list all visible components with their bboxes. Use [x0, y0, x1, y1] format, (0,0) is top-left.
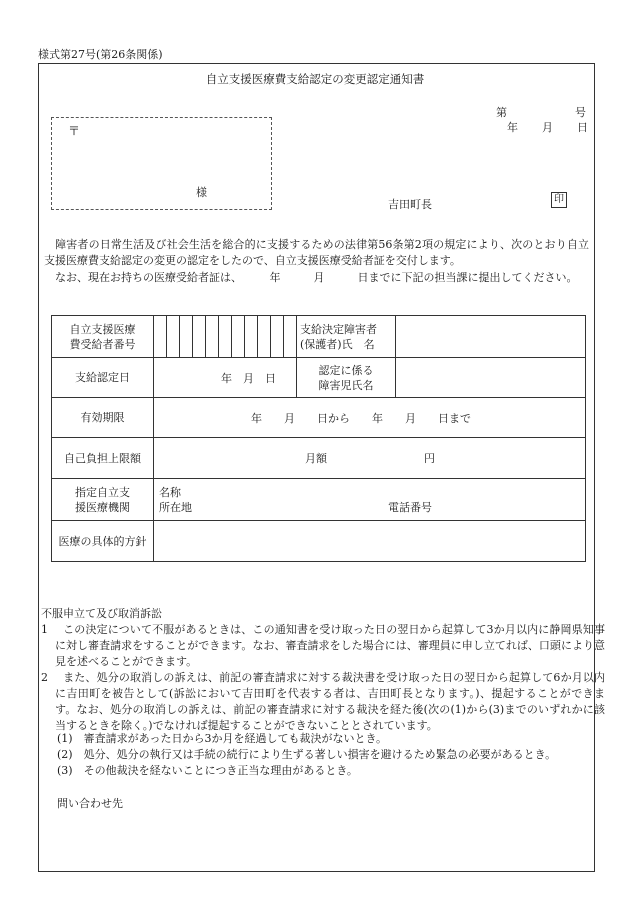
- guardian-name-field[interactable]: [396, 316, 586, 358]
- seal-stamp: 印: [551, 192, 567, 208]
- certification-table: [51, 315, 586, 562]
- digit-cell[interactable]: [206, 316, 219, 358]
- appeal-item-2: 2 また、処分の取消しの訴えは、前記の審査請求に対する裁決書を受け取った日の翌日から起算して6か月以内に吉田町を被告として(訴訟において吉田町を代表する者は、吉田町長となります。)、提起することができます。なお、処分の取消しの訴えは、前記の審査請求に対する裁決を経た後(次の(1)から(3)までのいずれかに該当するときを除く。)でなければ提起することができないこととされています。: [41, 671, 605, 732]
- table-row: [52, 398, 586, 438]
- yen-label: 円: [424, 452, 435, 465]
- validity-period-label: 有効期限: [52, 398, 154, 438]
- document-number-line: [496, 104, 586, 120]
- postal-mark: 〒: [68, 124, 81, 138]
- table-row: [52, 521, 586, 562]
- copay-limit-field[interactable]: [154, 438, 586, 479]
- appeal-sub-2: (2) 処分、処分の執行又は手続の続行により生ずる著しい損害を避けるため緊急の必要があるとき。: [57, 748, 557, 761]
- recipient-number-label: 自立支援医療 費受給者番号: [52, 316, 154, 358]
- intro-note: なお、現在お持ちの医療受給者証は、 年 月 日までに下記の担当課に提出してください。: [55, 271, 578, 284]
- certification-date-field[interactable]: 年 月 日: [154, 358, 297, 398]
- digit-cell[interactable]: [180, 316, 193, 358]
- honorific-sama: 様: [196, 186, 207, 199]
- table-row: [52, 316, 586, 358]
- digit-cell[interactable]: [271, 316, 284, 358]
- appeal-heading: 不服申立て及び取消訴訟: [41, 607, 162, 620]
- digit-cell[interactable]: [284, 316, 297, 358]
- appeal-sub-1: (1) 審査請求があった日から3か月を経過しても裁決がないとき。: [57, 732, 388, 745]
- appeal-item-1: 1 この決定について不服があるときは、この通知書を受け取った日の翌日から起算して3か月以内に静岡県知事に対し審査請求をすることができます。なお、審査請求をした場合には、審理員に申し立てれば、口頭により意見を述べることができます。: [41, 623, 605, 668]
- digit-cell[interactable]: [154, 316, 167, 358]
- guardian-name-label: 支給決定障害者 (保護者)氏 名: [297, 316, 396, 358]
- table-row: [52, 438, 586, 479]
- digit-cell[interactable]: [245, 316, 258, 358]
- institution-name-label: 名称: [159, 485, 181, 499]
- contact-label: 問い合わせ先: [57, 797, 123, 810]
- appeal-sub-3: (3) その他裁決を経ないことにつき正当な理由があるとき。: [57, 764, 358, 777]
- issuer-mayor: 吉田町長: [388, 198, 432, 211]
- treatment-policy-label: 医療の具体的方針: [52, 521, 154, 562]
- issue-date-line: [507, 119, 588, 135]
- copay-limit-label: 自己負担上限額: [52, 438, 154, 479]
- digit-cell[interactable]: [193, 316, 206, 358]
- address-box: [51, 117, 272, 210]
- digit-cell[interactable]: [167, 316, 180, 358]
- form-number: 様式第27号(第26条関係): [38, 48, 163, 61]
- medical-institution-label: 指定自立支 援医療機関: [52, 479, 154, 521]
- digit-cell[interactable]: [258, 316, 271, 358]
- monthly-label: 月額: [305, 452, 327, 465]
- table-row: [52, 479, 586, 521]
- dai-label: 第: [496, 106, 507, 119]
- child-name-field[interactable]: [396, 358, 586, 398]
- certification-date-label: 支給認定日: [52, 358, 154, 398]
- month-label: 月: [542, 121, 553, 134]
- institution-address-line: 所在地 電話番号: [159, 500, 432, 514]
- phone-label: 電話番号: [388, 500, 432, 514]
- digit-cell[interactable]: [219, 316, 232, 358]
- year-label: 年: [507, 121, 518, 134]
- table-row: [52, 358, 586, 398]
- digit-cell[interactable]: [232, 316, 245, 358]
- document-title: 自立支援医療費支給認定の変更認定通知書: [205, 72, 425, 86]
- validity-period-field[interactable]: 年 月 日から 年 月 日まで: [154, 398, 586, 438]
- medical-institution-field[interactable]: [154, 479, 586, 521]
- day-label: 日: [577, 121, 588, 134]
- go-label: 号: [575, 106, 586, 119]
- child-name-label: 認定に係る 障害児氏名: [297, 358, 396, 398]
- treatment-policy-field[interactable]: [154, 521, 586, 562]
- intro-paragraph: 障害者の日常生活及び社会生活を総合的に支援するための法律第56条第2項の規定により、次のとおり自立支援医療費支給認定の変更の認定をしたので、自立支援医療受給者証を交付します。: [44, 238, 589, 267]
